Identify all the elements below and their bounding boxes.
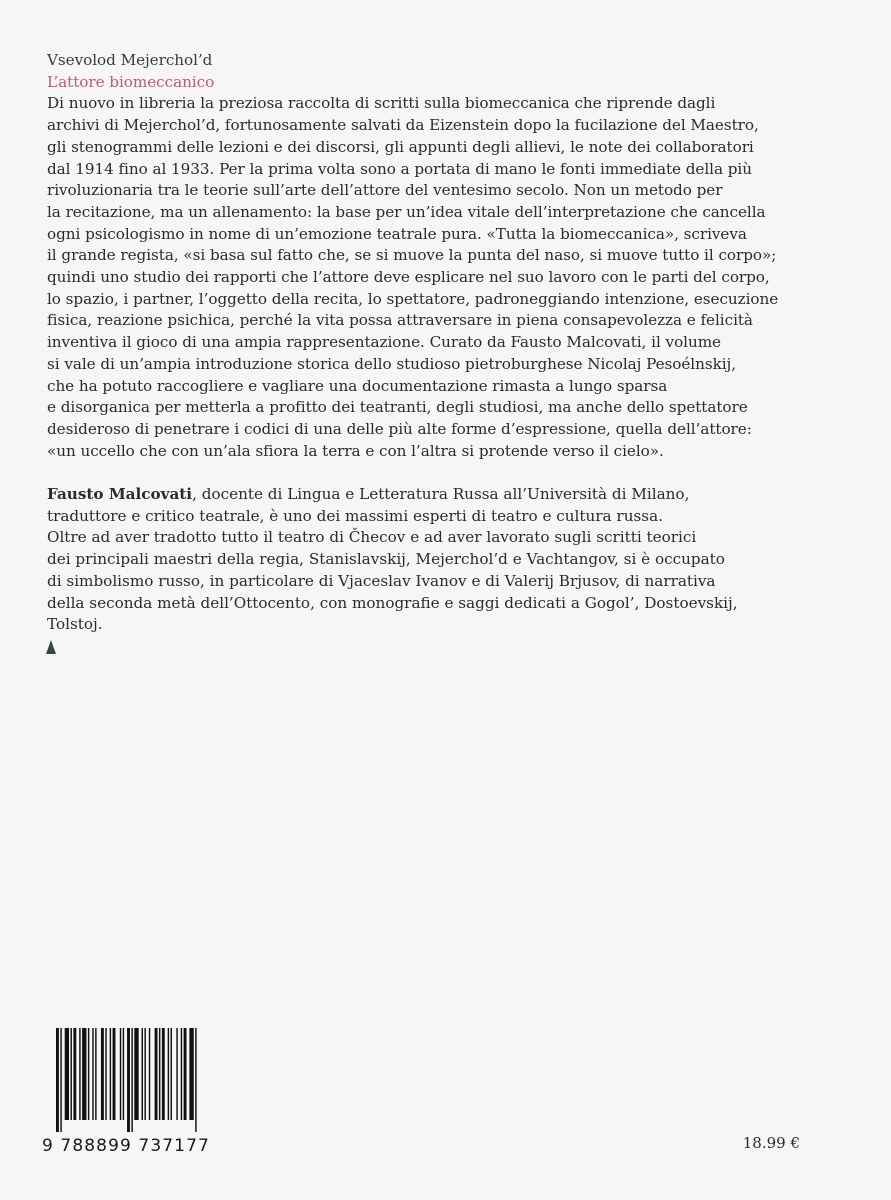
barcode-bar bbox=[79, 1028, 80, 1120]
barcode-bar bbox=[144, 1028, 145, 1120]
barcode-bar bbox=[113, 1028, 116, 1120]
bio-line: Tolstoj. bbox=[47, 615, 103, 634]
description-block bbox=[47, 50, 847, 462]
triangle-logo-icon bbox=[46, 640, 56, 654]
description-line: quindi uno studio dei rapporti che l’attore deve esplicare nel suo lavoro con le parti del corpo, bbox=[47, 268, 770, 287]
barcode-bar bbox=[120, 1028, 121, 1120]
barcode-bar bbox=[195, 1028, 196, 1132]
barcode-bar bbox=[184, 1028, 187, 1120]
barcode-bar bbox=[168, 1028, 169, 1120]
description-line: fisica, reazione psichica, perché la vita possa attraversare in piena consapevolezza e felicità bbox=[47, 311, 753, 330]
barcode-bar bbox=[131, 1028, 132, 1132]
barcode-bar bbox=[155, 1028, 158, 1120]
barcode-bar bbox=[181, 1028, 182, 1120]
description-line: Di nuovo in libreria la preziosa raccolta di scritti sulla biomeccanica che riprende dagli bbox=[47, 94, 716, 113]
barcode-bars bbox=[42, 1028, 228, 1132]
barcode-bar bbox=[95, 1028, 96, 1120]
barcode-bar bbox=[82, 1028, 86, 1120]
barcode-bar bbox=[159, 1028, 160, 1120]
description-line: desideroso di penetrare i codici di una delle più alte forme d’espressione, quella dell’attore: bbox=[47, 419, 752, 438]
description-line: si vale di un’ampia introduzione storica dello studioso pietroburghese Nicolaj Pesoélnskij, bbox=[47, 354, 736, 373]
barcode-number: 9 788899 737177 bbox=[42, 1136, 210, 1156]
description-line: che ha potuto raccogliere e vagliare una documentazione rimasta a lungo sparsa bbox=[47, 376, 668, 395]
barcode-bar bbox=[105, 1028, 106, 1120]
description-line: rivoluzionaria tra le teorie sull’arte dell’attore del ventesimo secolo. Non un metodo per bbox=[47, 181, 723, 200]
barcode-bar bbox=[123, 1028, 124, 1120]
description-line: e disorganica per metterla a profitto dei teatranti, degli studiosi, ma anche dello spettatore bbox=[47, 398, 748, 417]
barcode-bar bbox=[142, 1028, 143, 1120]
barcode-bar bbox=[149, 1028, 150, 1120]
barcode bbox=[42, 1028, 232, 1160]
barcode-bar bbox=[134, 1028, 138, 1120]
barcode-bar bbox=[189, 1028, 193, 1120]
description-line: inventiva il gioco di una ampia rappresentazione. Curato da Fausto Malcovati, il volume bbox=[47, 333, 721, 352]
barcode-bar bbox=[171, 1028, 172, 1120]
editor-name: Fausto Malcovati bbox=[47, 485, 193, 503]
barcode-bar bbox=[71, 1028, 72, 1120]
bio-line: dei principali maestri della regia, Stanislavskij, Mejerchol’d e Vachtangov, si è occupato bbox=[47, 550, 725, 569]
description-line: archivi di Mejerchol’d, fortunosamente salvati da Eizenstein dopo la fucilazione del Maestro, bbox=[47, 116, 759, 135]
description-line: la recitazione, ma un allenamento: la base per un’idea vitale dell’interpretazione che cancella bbox=[47, 202, 766, 221]
barcode-bar bbox=[88, 1028, 89, 1120]
price: 18.99 € bbox=[742, 1134, 800, 1152]
description-line: lo spazio, i partner, l’oggetto della recita, lo spettatore, padroneggiando intenzione, esecuzione bbox=[47, 289, 779, 308]
description-line: il grande regista, «si basa sul fatto che, se si muove la punta del naso, si muove tutto il corpo»; bbox=[47, 246, 777, 265]
bio-first-line bbox=[47, 484, 847, 506]
barcode-bar bbox=[65, 1028, 69, 1120]
barcode-bar bbox=[101, 1028, 104, 1120]
description-line: dal 1914 fino al 1933. Per la prima volta sono a portata di mano le fonti immediate della più bbox=[47, 159, 752, 178]
bio-line: della seconda metà dell’Ottocento, con monografie e saggi dedicati a Gogol’, Dostoevskij, bbox=[47, 593, 738, 612]
editor-bio bbox=[47, 484, 847, 636]
barcode-bar bbox=[56, 1028, 59, 1132]
barcode-bar bbox=[73, 1028, 76, 1120]
barcode-bar bbox=[92, 1028, 93, 1120]
description-line: gli stenogrammi delle lezioni e dei discorsi, gli appunti degli allievi, le note dei collaboratori bbox=[47, 137, 754, 156]
barcode-bar bbox=[162, 1028, 165, 1120]
barcode-bar bbox=[176, 1028, 177, 1120]
bio-line: di simbolismo russo, in particolare di Vjaceslav Ivanov e di Valerij Brjusov, di narrativa bbox=[47, 571, 716, 590]
description-line: «un uccello che con un’ala sfiora la terra e con l’altra si protende verso il cielo». bbox=[47, 441, 664, 460]
bio-line: Oltre ad aver tradotto tutto il teatro di Čhecov e ad aver lavorato sugli scritti teorici bbox=[47, 528, 697, 547]
bio-line: traduttore e critico teatrale, è uno dei massimi esperti di teatro e cultura russa. bbox=[47, 506, 663, 525]
barcode-bar bbox=[110, 1028, 111, 1120]
bio-first-line-rest: , docente di Lingua e Letteratura Russa all’Università di Milano, bbox=[192, 485, 690, 503]
barcode-bar bbox=[127, 1028, 130, 1132]
author-name: Vsevolod Mejerchol’d bbox=[47, 51, 213, 69]
book-title: L’attore biomeccanico bbox=[47, 72, 215, 91]
barcode-bar bbox=[60, 1028, 61, 1132]
description-line: ogni psicologismo in nome di un’emozione teatrale pura. «Tutta la biomeccanica», scriveva bbox=[47, 224, 747, 243]
